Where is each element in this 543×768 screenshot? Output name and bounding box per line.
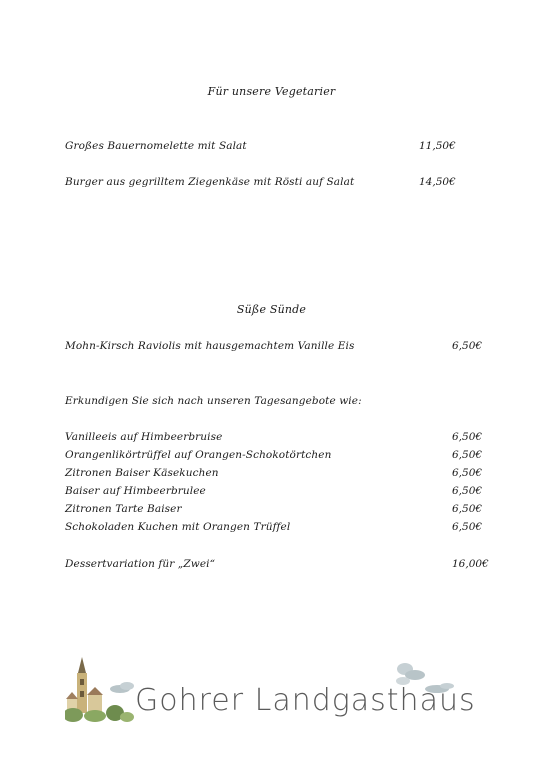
menu-item-price: 11,50€: [419, 140, 456, 152]
menu-item-price: 6,50€: [452, 485, 483, 497]
menu-item-name: Mohn-Kirsch Raviolis mit hausgemachtem Vanille Eis: [65, 340, 355, 352]
menu-item-price: 6,50€: [452, 467, 483, 479]
menu-item-name: Orangenlikörtrüffel auf Orangen-Schokotörtchen: [65, 449, 332, 461]
section-heading-vegetarian: Für unsere Vegetarier: [207, 85, 336, 98]
menu-item-name: Baiser auf Himbeerbrulee: [65, 485, 206, 497]
menu-item-name: Dessertvariation für „Zwei“: [65, 558, 216, 570]
menu-item-name: Großes Bauernomelette mit Salat: [65, 140, 247, 152]
menu-item-name: Burger aus gegrilltem Ziegenkäse mit Rösti auf Salat: [65, 176, 355, 188]
menu-item-name: Zitronen Baiser Käsekuchen: [65, 467, 219, 479]
menu-item-name: Vanilleeis auf Himbeerbruise: [65, 431, 223, 443]
menu-item-price: 6,50€: [452, 449, 483, 461]
menu-item-price: 14,50€: [419, 176, 456, 188]
menu-item-price: 6,50€: [452, 521, 483, 533]
menu-item-name: Zitronen Tarte Baiser: [65, 503, 182, 515]
menu-item-price: 6,50€: [452, 431, 483, 443]
menu-item-name: Schokoladen Kuchen mit Orangen Trüffel: [65, 521, 291, 533]
menu-item-price: 6,50€: [452, 503, 483, 515]
menu-item-price: 16,00€: [452, 558, 489, 570]
logo-wordmark: Gohrer Landgasthaus: [135, 683, 476, 718]
menu-item-price: 6,50€: [452, 340, 483, 352]
section-heading-dessert: Süße Sünde: [236, 303, 307, 316]
daily-offers-note: Erkundigen Sie sich nach unseren Tagesangebote wie:: [65, 395, 362, 407]
